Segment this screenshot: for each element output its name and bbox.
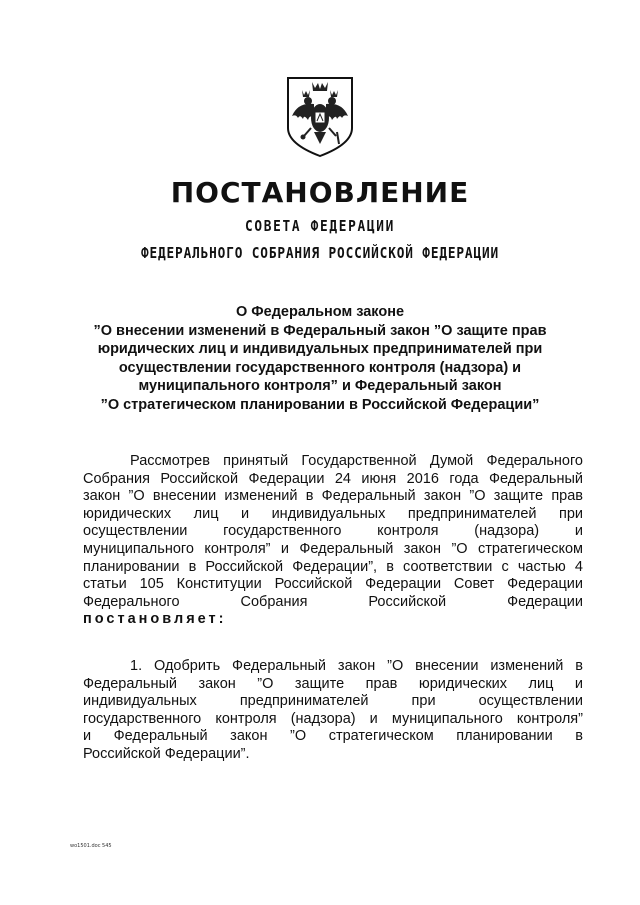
paragraph-line: Российской Федерации”. xyxy=(83,745,250,762)
document-subject xyxy=(60,303,580,414)
paragraph-line: муниципального контроля” и Федеральный закон ”О стратегическом xyxy=(83,540,583,557)
subject-line: ”О внесении изменений в Федеральный закон ”О защите прав xyxy=(93,322,547,339)
coat-of-arms-icon xyxy=(284,74,356,158)
decree-word: постановляет: xyxy=(83,611,227,628)
paragraph-line: государственного контроля (надзора) и муниципального контроля” xyxy=(83,710,583,727)
paragraph-line: Собрания Российской Федерации 24 июня 2016 года Федеральный xyxy=(83,470,583,487)
paragraph-line: Федеральный закон ”О защите прав юридических лиц и xyxy=(83,675,583,692)
subject-line: юридических лиц и индивидуальных предпринимателей при xyxy=(97,341,543,357)
subject-line: О Федеральном законе xyxy=(235,304,405,320)
paragraph-line: осуществлении государственного контроля (надзора) и xyxy=(83,523,583,540)
document-title: ПОСТАНОВЛЕНИЕ xyxy=(170,176,470,209)
subject-line: муниципального контроля” и Федеральный закон xyxy=(138,378,502,394)
paragraph-line: индивидуальных предпринимателей при осуществлении xyxy=(83,693,583,710)
paragraph-line: 1. Одобрить Федеральный закон ”О внесении изменений в xyxy=(130,658,583,674)
resolution-item-1 xyxy=(83,658,583,764)
paragraph-line xyxy=(83,611,583,629)
subject-line: осуществлении государственного контроля (надзора) и xyxy=(118,359,522,376)
issuer-line-1: СОВЕТА ФЕДЕРАЦИИ xyxy=(244,217,396,235)
paragraph-line: статьи 105 Конституции Российской Федерации Совет Федерации xyxy=(83,576,583,593)
paragraph-line: юридических лиц и индивидуальных предпринимателей при xyxy=(83,505,583,522)
issuer-line-2: ФЕДЕРАЛЬНОГО СОБРАНИЯ РОССИЙСКОЙ ФЕДЕРАЦИИ xyxy=(140,244,500,262)
paragraph-line: Рассмотрев принятый Государственной Думой Федерального xyxy=(130,453,583,469)
paragraph-line: Федерального Собрания Российской Федерации xyxy=(83,593,583,610)
file-reference: wo1501.doc 545 xyxy=(70,843,112,849)
preamble-paragraph xyxy=(83,453,583,629)
paragraph-line: закон ”О внесении изменений в Федеральный закон ”О защите прав xyxy=(83,488,583,505)
paragraph-line: планировании в Российской Федерации”, в соответствии с частью 4 xyxy=(83,558,583,575)
paragraph-line: и Федеральный закон ”О стратегическом планировании в xyxy=(83,728,583,745)
subject-line: ”О стратегическом планировании в Российской Федерации” xyxy=(100,396,540,413)
